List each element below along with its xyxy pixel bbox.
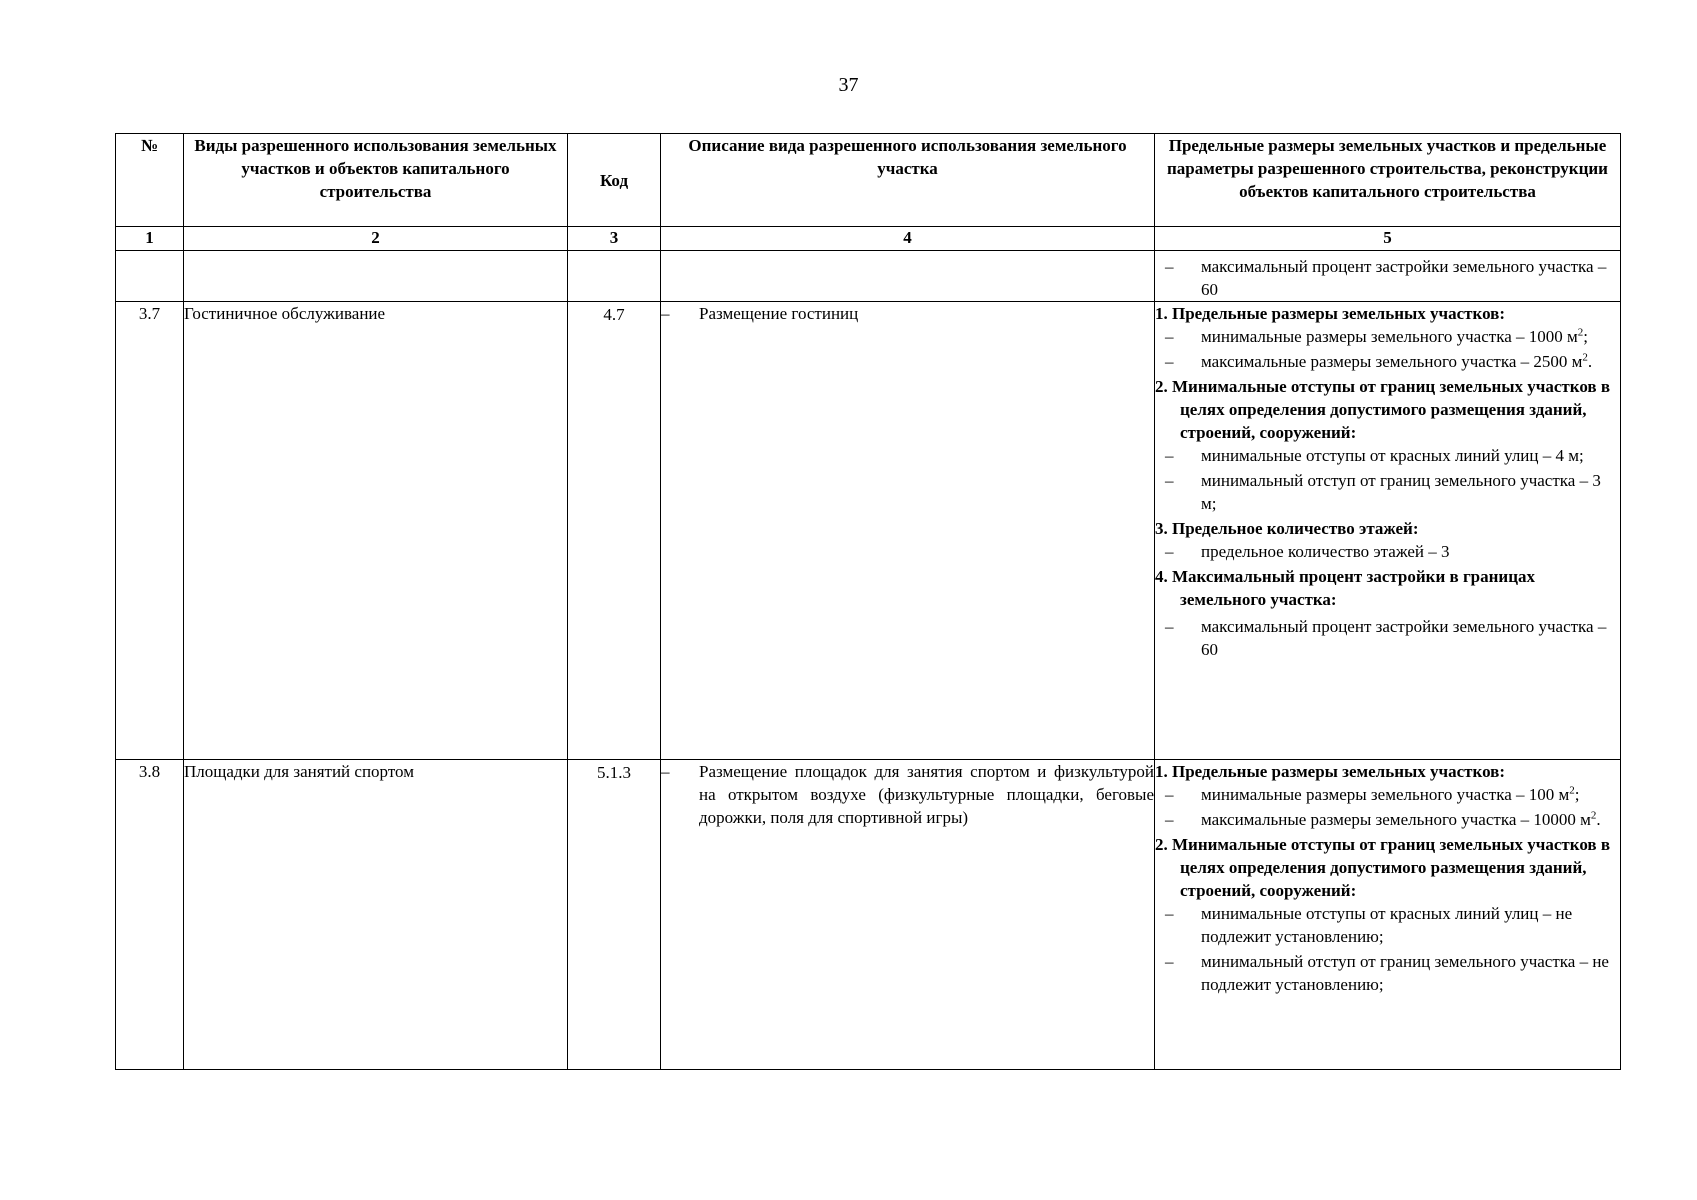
dash-bullet: – (1165, 257, 1174, 276)
section-title: 3. Предельное количество этажей: (1155, 519, 1419, 538)
parameter-text: ; (1574, 785, 1580, 804)
list-item (1155, 255, 1620, 301)
dash-bullet: – (1165, 785, 1174, 804)
list-item (1155, 350, 1620, 373)
list-item (1155, 783, 1620, 806)
parameter-text: ; (1583, 327, 1588, 346)
column-numbers-row (116, 227, 1621, 251)
description-text: Размещение площадок для занятия спортом и физкультурой на открытом воздухе (физкультурные площадки, беговые дорожки, поля для спортивной игры) (699, 762, 1154, 827)
section-title: 1. Предельные размеры земельных участков: (1155, 762, 1506, 781)
table-row (116, 302, 1621, 760)
section-title: 4. Максимальный процент застройки в границах земельного участка: (1155, 567, 1536, 609)
use-type-name: Гостиничное обслуживание (184, 302, 568, 760)
parameter-text: . (1596, 810, 1601, 829)
section-title: 2. Минимальные отступы от границ земельных участков в целях определения допустимого размещения зданий, строений, сооружений: (1155, 377, 1611, 442)
header-use-types: Виды разрешенного использования земельных участков и объектов капитального строительства (184, 134, 568, 227)
parameter-text: минимальные размеры земельного участка – 1000 м (1201, 327, 1578, 346)
column-number: 3 (568, 227, 661, 251)
superscript: 2 (1590, 809, 1597, 822)
dash-bullet: – (1165, 446, 1174, 465)
parameter-text: максимальные размеры земельного участка – 10000 м (1201, 810, 1591, 829)
list-item (1155, 325, 1620, 348)
parameters-cell (1155, 302, 1621, 760)
dash-bullet: – (1165, 471, 1174, 490)
parameter-text: предельное количество этажей – 3 (1201, 542, 1450, 561)
list-item (1155, 615, 1620, 661)
list-item (1155, 808, 1620, 831)
column-number: 1 (116, 227, 184, 251)
parameters-cell (1155, 760, 1621, 1070)
dash-bullet: – (1165, 952, 1174, 971)
list-item (1155, 540, 1620, 563)
dash-bullet: – (1165, 542, 1174, 561)
page-number: 37 (838, 74, 859, 96)
parameter-text: минимальные отступы от красных линий улиц – 4 м; (1201, 446, 1584, 465)
section-title: 1. Предельные размеры земельных участков: (1155, 304, 1506, 323)
superscript: 2 (1569, 784, 1575, 797)
dash-bullet: – (1165, 810, 1174, 829)
parameter-text: . (1587, 352, 1593, 371)
list-item (1155, 950, 1620, 996)
row-number: 3.8 (116, 760, 184, 1070)
use-type-name: Площадки для занятий спортом (184, 760, 568, 1070)
use-type-code: 4.7 (568, 302, 661, 760)
use-type-description (661, 302, 1155, 760)
dash-bullet: – (661, 304, 670, 323)
column-number: 2 (184, 227, 568, 251)
dash-bullet: – (661, 762, 670, 781)
parameter-text: минимальные отступы от красных линий улиц – не подлежит установлению; (1201, 904, 1573, 946)
section-title: 2. Минимальные отступы от границ земельных участков в целях определения допустимого размещения зданий, строений, сооружений: (1155, 835, 1611, 900)
table-header-row (116, 134, 1621, 227)
header-code: Код (568, 134, 661, 227)
column-number: 5 (1155, 227, 1621, 251)
row-number: 3.7 (116, 302, 184, 760)
superscript: 2 (1577, 326, 1584, 339)
parameter-text: максимальные размеры земельного участка – 2500 м (1201, 352, 1583, 371)
header-description: Описание вида разрешенного использования земельного участка (661, 134, 1155, 227)
header-parameters: Предельные размеры земельных участков и предельные параметры разрешенного строительства, реконструкции объектов капитального строительства (1155, 134, 1621, 227)
use-type-code: 5.1.3 (568, 760, 661, 1070)
list-item (1155, 444, 1620, 467)
parameter-text: минимальный отступ от границ земельного участка – 3 м; (1201, 471, 1601, 513)
dash-bullet: – (1165, 617, 1174, 636)
parameter-text: максимальный процент застройки земельного участка – 60 (1201, 257, 1607, 299)
table-row (116, 760, 1621, 1070)
list-item (1155, 469, 1620, 515)
description-text: Размещение гостиниц (699, 304, 859, 323)
dash-bullet: – (1165, 352, 1174, 371)
use-type-description (661, 760, 1155, 1070)
parameter-text: минимальный отступ от границ земельного участка – не подлежит установлению; (1201, 952, 1609, 994)
dash-bullet: – (1165, 327, 1174, 346)
dash-bullet: – (1165, 904, 1174, 923)
parameter-text: минимальные размеры земельного участка – 100 м (1201, 785, 1570, 804)
list-item (1155, 902, 1620, 948)
parameter-text: максимальный процент застройки земельного участка – 60 (1201, 617, 1607, 659)
header-number: № (116, 134, 184, 227)
column-number: 4 (661, 227, 1155, 251)
superscript: 2 (1582, 351, 1588, 364)
continuation-row (116, 251, 1621, 302)
land-use-table (115, 133, 1621, 1070)
